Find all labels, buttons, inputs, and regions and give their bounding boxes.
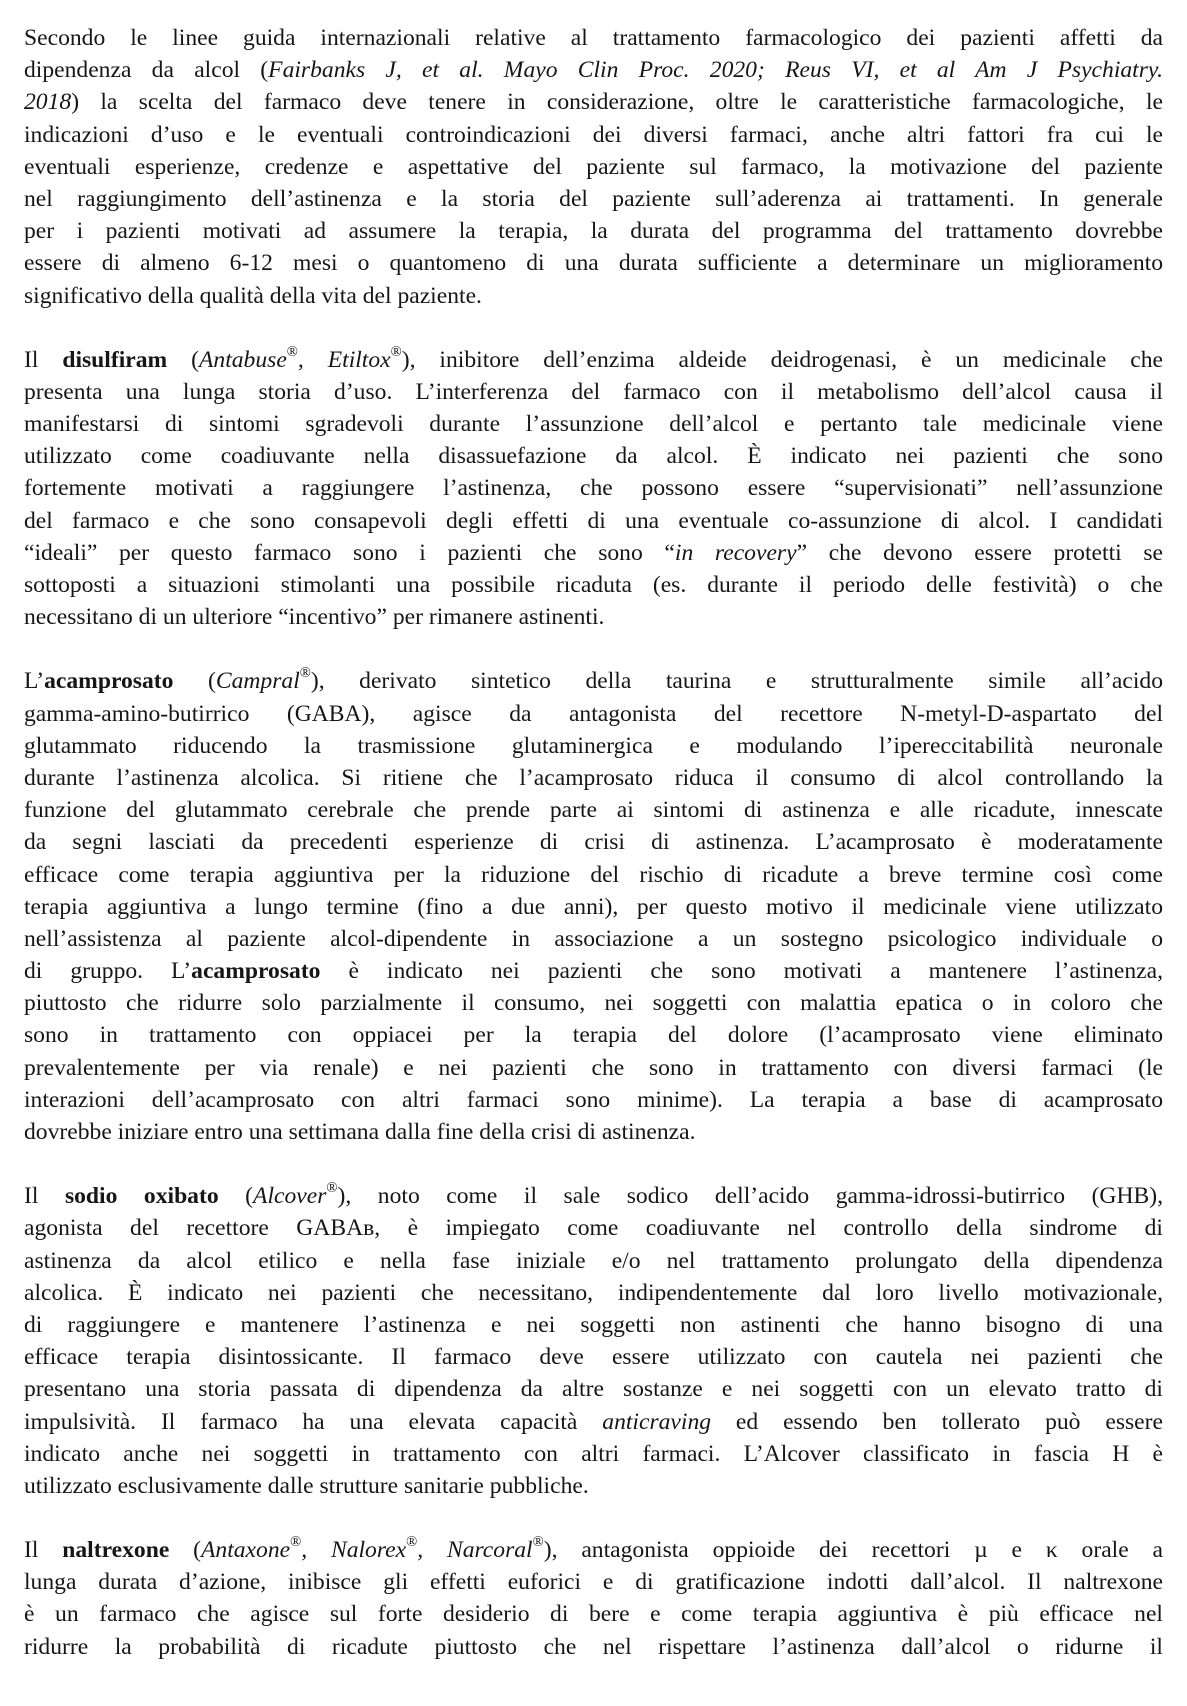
- text-line: [24, 247, 1163, 279]
- text-run: Il: [24, 346, 63, 373]
- text-line: [24, 505, 1163, 537]
- text-run: eventuali esperienze, credenze e aspettative del paziente sul farmaco, la motivazione del paziente: [24, 153, 1163, 180]
- text-run: per i pazienti motivati ad assumere la terapia, la durata del programma del trattamento dovrebbe: [24, 218, 1163, 245]
- text-run: L’: [24, 668, 45, 695]
- text-run: nel raggiungimento dell’astinenza e la storia del paziente sull’aderenza ai trattamenti. In generale: [24, 185, 1163, 212]
- text-line: [24, 1438, 1163, 1470]
- text-run: terapia aggiuntiva a lungo termine (fino a due anni), per questo motivo il medicinale viene utilizzato: [24, 893, 1163, 920]
- text-line: [24, 1598, 1163, 1630]
- italic-text: Alcover: [253, 1183, 327, 1210]
- text-run: durante l’astinenza alcolica. Si ritiene che l’acamprosato riduca il consumo di alcol controllando la: [24, 764, 1163, 791]
- text-line: [24, 1373, 1163, 1405]
- text-run: (: [169, 1537, 201, 1564]
- text-line: [24, 151, 1163, 183]
- text-line: [24, 1180, 1163, 1212]
- text-run: significativo della qualità della vita del paziente.: [24, 282, 482, 309]
- text-line: [24, 1534, 1163, 1566]
- registered-mark: ®: [390, 343, 402, 360]
- text-run: di raggiungere e mantenere l’astinenza e nei soggetti non astinenti che hanno bisogno di una: [24, 1311, 1163, 1338]
- text-line: [24, 569, 1163, 601]
- text-line: [24, 762, 1163, 794]
- document-page: [24, 22, 1163, 1663]
- paragraph-naltrexone: [24, 1534, 1163, 1663]
- text-run: glutammato riducendo la trasmissione glutaminergica e modulando l’ipereccitabilità neuronale: [24, 732, 1163, 759]
- text-run: è indicato nei pazienti che sono motivati a mantenere l’astinenza,: [320, 958, 1163, 985]
- text-line: [24, 601, 1163, 633]
- text-run: ), derivato sintetico della taurina e strutturalmente simile all’acido: [310, 668, 1164, 695]
- text-run: agonista del recettore GABAʙ, è impiegato come coadiuvante nel controllo della sindrome di: [24, 1215, 1163, 1242]
- text-line: [24, 826, 1163, 858]
- text-run: del farmaco e che sono consapevoli degli effetti di una eventuale co-assunzione di alcol. I candidati: [24, 507, 1163, 534]
- registered-mark: ®: [290, 1534, 302, 1551]
- italic-text: Antaxone: [201, 1537, 291, 1564]
- text-run: presentano una storia passata di dipendenza da altre sostanze e nei soggetti con un elevato tratto di: [24, 1376, 1163, 1403]
- text-line: [24, 794, 1163, 826]
- text-run: nell’assistenza al paziente alcol-dipendente in associazione a un sostegno psicologico individuale o: [24, 925, 1163, 952]
- text-run: Il: [24, 1537, 63, 1564]
- paragraph-acamprosato: [24, 665, 1163, 1148]
- text-run: utilizzato esclusivamente dalle strutture sanitarie pubbliche.: [24, 1472, 589, 1499]
- text-run: prevalentemente per via renale) e nei pazienti che sono in trattamento con diversi farmaci (le: [24, 1054, 1163, 1081]
- text-run: indicato anche nei soggetti in trattamento con altri farmaci. L’Alcover classificato in fascia H è: [24, 1440, 1163, 1467]
- text-run: impulsività. Il farmaco ha una elevata capacità: [24, 1408, 603, 1435]
- text-line: [24, 1309, 1163, 1341]
- text-run: piuttosto che ridurre solo parzialmente il consumo, nei soggetti con malattia epatica o in coloro che: [24, 990, 1163, 1017]
- italic-text: , Etiltox: [297, 346, 391, 373]
- text-line: [24, 1406, 1163, 1438]
- paragraph-sodio-oxibato: [24, 1180, 1163, 1502]
- italic-text: in recovery: [674, 539, 797, 566]
- registered-mark: ®: [326, 1180, 338, 1197]
- text-run: fortemente motivati a raggiungere l’astinenza, che possono essere “supervisionati” nell’assunzione: [24, 475, 1163, 502]
- text-line: [24, 955, 1163, 987]
- text-run: Il: [24, 1183, 65, 1210]
- text-run: di gruppo. L’: [24, 958, 192, 985]
- text-line: [24, 1277, 1163, 1309]
- text-line: [24, 537, 1163, 569]
- text-run: gamma-amino-butirrico (GABA), agisce da antagonista del recettore N-metyl-D-aspartato del: [24, 700, 1163, 727]
- text-run: ” che devono essere protetti se: [796, 539, 1163, 566]
- text-line: [24, 472, 1163, 504]
- text-line: [24, 1116, 1163, 1148]
- text-run: efficace come terapia aggiuntiva per la riduzione del rischio di ricadute a breve termine così come: [24, 861, 1163, 888]
- text-line: [24, 1341, 1163, 1373]
- text-run: ) la scelta del farmaco deve tenere in considerazione, oltre le caratteristiche farmacologiche, le: [71, 89, 1163, 116]
- italic-text: Campral: [215, 668, 300, 695]
- text-run: alcolica. È indicato nei pazienti che necessitano, indipendentemente dal loro livello motivazionale,: [24, 1279, 1163, 1306]
- text-run: presenta una lunga storia d’uso. L’interferenza del farmaco con il metabolismo dell’alcol causa il: [24, 378, 1163, 405]
- text-run: sono in trattamento con oppiacei per la terapia del dolore (l’acamprosato viene eliminato: [24, 1022, 1163, 1049]
- text-line: [24, 987, 1163, 1019]
- text-run: ridurre la probabilità di ricadute piuttosto che nel rispettare l’astinenza dall’alcol o ridurne il: [24, 1633, 1163, 1660]
- text-run: Secondo le linee guida internazionali relative al trattamento farmacologico dei pazienti affetti da: [24, 25, 1163, 51]
- text-line: [24, 1019, 1163, 1051]
- text-line: [24, 440, 1163, 472]
- text-run: dipendenza da alcol (: [24, 57, 269, 84]
- text-line: [24, 22, 1163, 54]
- text-run: (: [218, 1183, 254, 1210]
- text-run: funzione del glutammato cerebrale che prende parte ai sintomi di astinenza e alle ricadute, innescate: [24, 797, 1163, 824]
- drug-name: disulfiram: [62, 346, 168, 373]
- text-line: [24, 1566, 1163, 1598]
- drug-name: naltrexone: [62, 1537, 170, 1564]
- italic-text: Fairbanks J, et al. Mayo Clin Proc. 2020; Reus VI, et al Am J Psychiatry.: [268, 57, 1163, 84]
- text-run: ), antagonista oppioide dei recettori µ e κ orale a: [543, 1537, 1163, 1564]
- text-line: [24, 1470, 1163, 1502]
- text-run: ed essendo ben tollerato può essere: [711, 1408, 1163, 1435]
- text-line: [24, 1084, 1163, 1116]
- text-line: [24, 86, 1163, 118]
- paragraph-disulfiram: [24, 344, 1163, 634]
- text-run: ), inibitore dell’enzima aldeide deidrogenasi, è un medicinale che: [401, 346, 1163, 373]
- text-line: [24, 730, 1163, 762]
- text-run: lunga durata d’azione, inibisce gli effetti euforici e di gratificazione indotti dall’alcol. Il naltrexone: [24, 1569, 1163, 1596]
- drug-name: acamprosato: [191, 958, 321, 985]
- text-run: interazioni dell’acamprosato con altri farmaci sono minime). La terapia a base di acamprosato: [24, 1086, 1163, 1113]
- text-line: [24, 859, 1163, 891]
- text-run: “ideali” per questo farmaco sono i pazienti che sono “: [24, 539, 675, 566]
- text-run: ), noto come il sale sodico dell’acido gamma-idrossi-butirrico (GHB),: [337, 1183, 1163, 1210]
- text-line: [24, 54, 1163, 86]
- text-line: [24, 698, 1163, 730]
- text-line: [24, 1212, 1163, 1244]
- text-line: [24, 1052, 1163, 1084]
- text-line: [24, 1245, 1163, 1277]
- italic-text: , Nalorex: [301, 1537, 407, 1564]
- text-run: dovrebbe iniziare entro una settimana dalla fine della crisi di astinenza.: [24, 1119, 696, 1145]
- italic-text: 2018: [24, 89, 72, 116]
- text-line: [24, 344, 1163, 376]
- text-run: necessitano di un ulteriore “incentivo” per rimanere astinenti.: [24, 604, 605, 631]
- text-run: efficace terapia disintossicante. Il farmaco deve essere utilizzato con cautela nei pazienti che: [24, 1344, 1163, 1371]
- paragraph-intro: [24, 22, 1163, 312]
- drug-name: sodio oxibato: [64, 1183, 219, 1210]
- text-line: [24, 665, 1163, 697]
- text-run: indicazioni d’uso e le eventuali controindicazioni dei diversi farmaci, anche altri fattori fra cui le: [24, 121, 1163, 148]
- registered-mark: ®: [532, 1534, 544, 1551]
- drug-name: acamprosato: [44, 668, 174, 695]
- registered-mark: ®: [299, 665, 311, 682]
- text-run: essere di almeno 6-12 mesi o quantomeno di una durata sufficiente a determinare un miglioramento: [24, 250, 1163, 277]
- text-line: [24, 119, 1163, 151]
- text-line: [24, 891, 1163, 923]
- italic-text: anticraving: [602, 1408, 712, 1435]
- text-run: utilizzato come coadiuvante nella disassuefazione da alcol. È indicato nei pazienti che sono: [24, 443, 1163, 470]
- italic-text: , Narcoral: [417, 1537, 533, 1564]
- text-run: (: [167, 346, 199, 373]
- text-line: [24, 408, 1163, 440]
- text-run: manifestarsi di sintomi sgradevoli durante l’assunzione dell’alcol e pertanto tale medicinale viene: [24, 411, 1163, 438]
- text-line: [24, 280, 1163, 312]
- registered-mark: ®: [286, 343, 298, 360]
- text-line: [24, 215, 1163, 247]
- registered-mark: ®: [406, 1534, 418, 1551]
- italic-text: Antabuse: [198, 346, 287, 373]
- text-line: [24, 183, 1163, 215]
- text-run: è un farmaco che agisce sul forte desiderio di bere e come terapia aggiuntiva è più efficace nel: [24, 1601, 1163, 1628]
- text-line: [24, 923, 1163, 955]
- text-line: [24, 1631, 1163, 1663]
- text-run: (: [173, 668, 216, 695]
- text-run: sottoposti a situazioni stimolanti una possibile ricaduta (es. durante il periodo delle festività) o che: [24, 572, 1163, 598]
- text-run: astinenza da alcol etilico e nella fase iniziale e/o nel trattamento prolungato della dipendenza: [24, 1247, 1163, 1274]
- text-run: da segni lasciati da precedenti esperienze di crisi di astinenza. L’acamprosato è moderatamente: [24, 829, 1163, 856]
- text-line: [24, 376, 1163, 408]
